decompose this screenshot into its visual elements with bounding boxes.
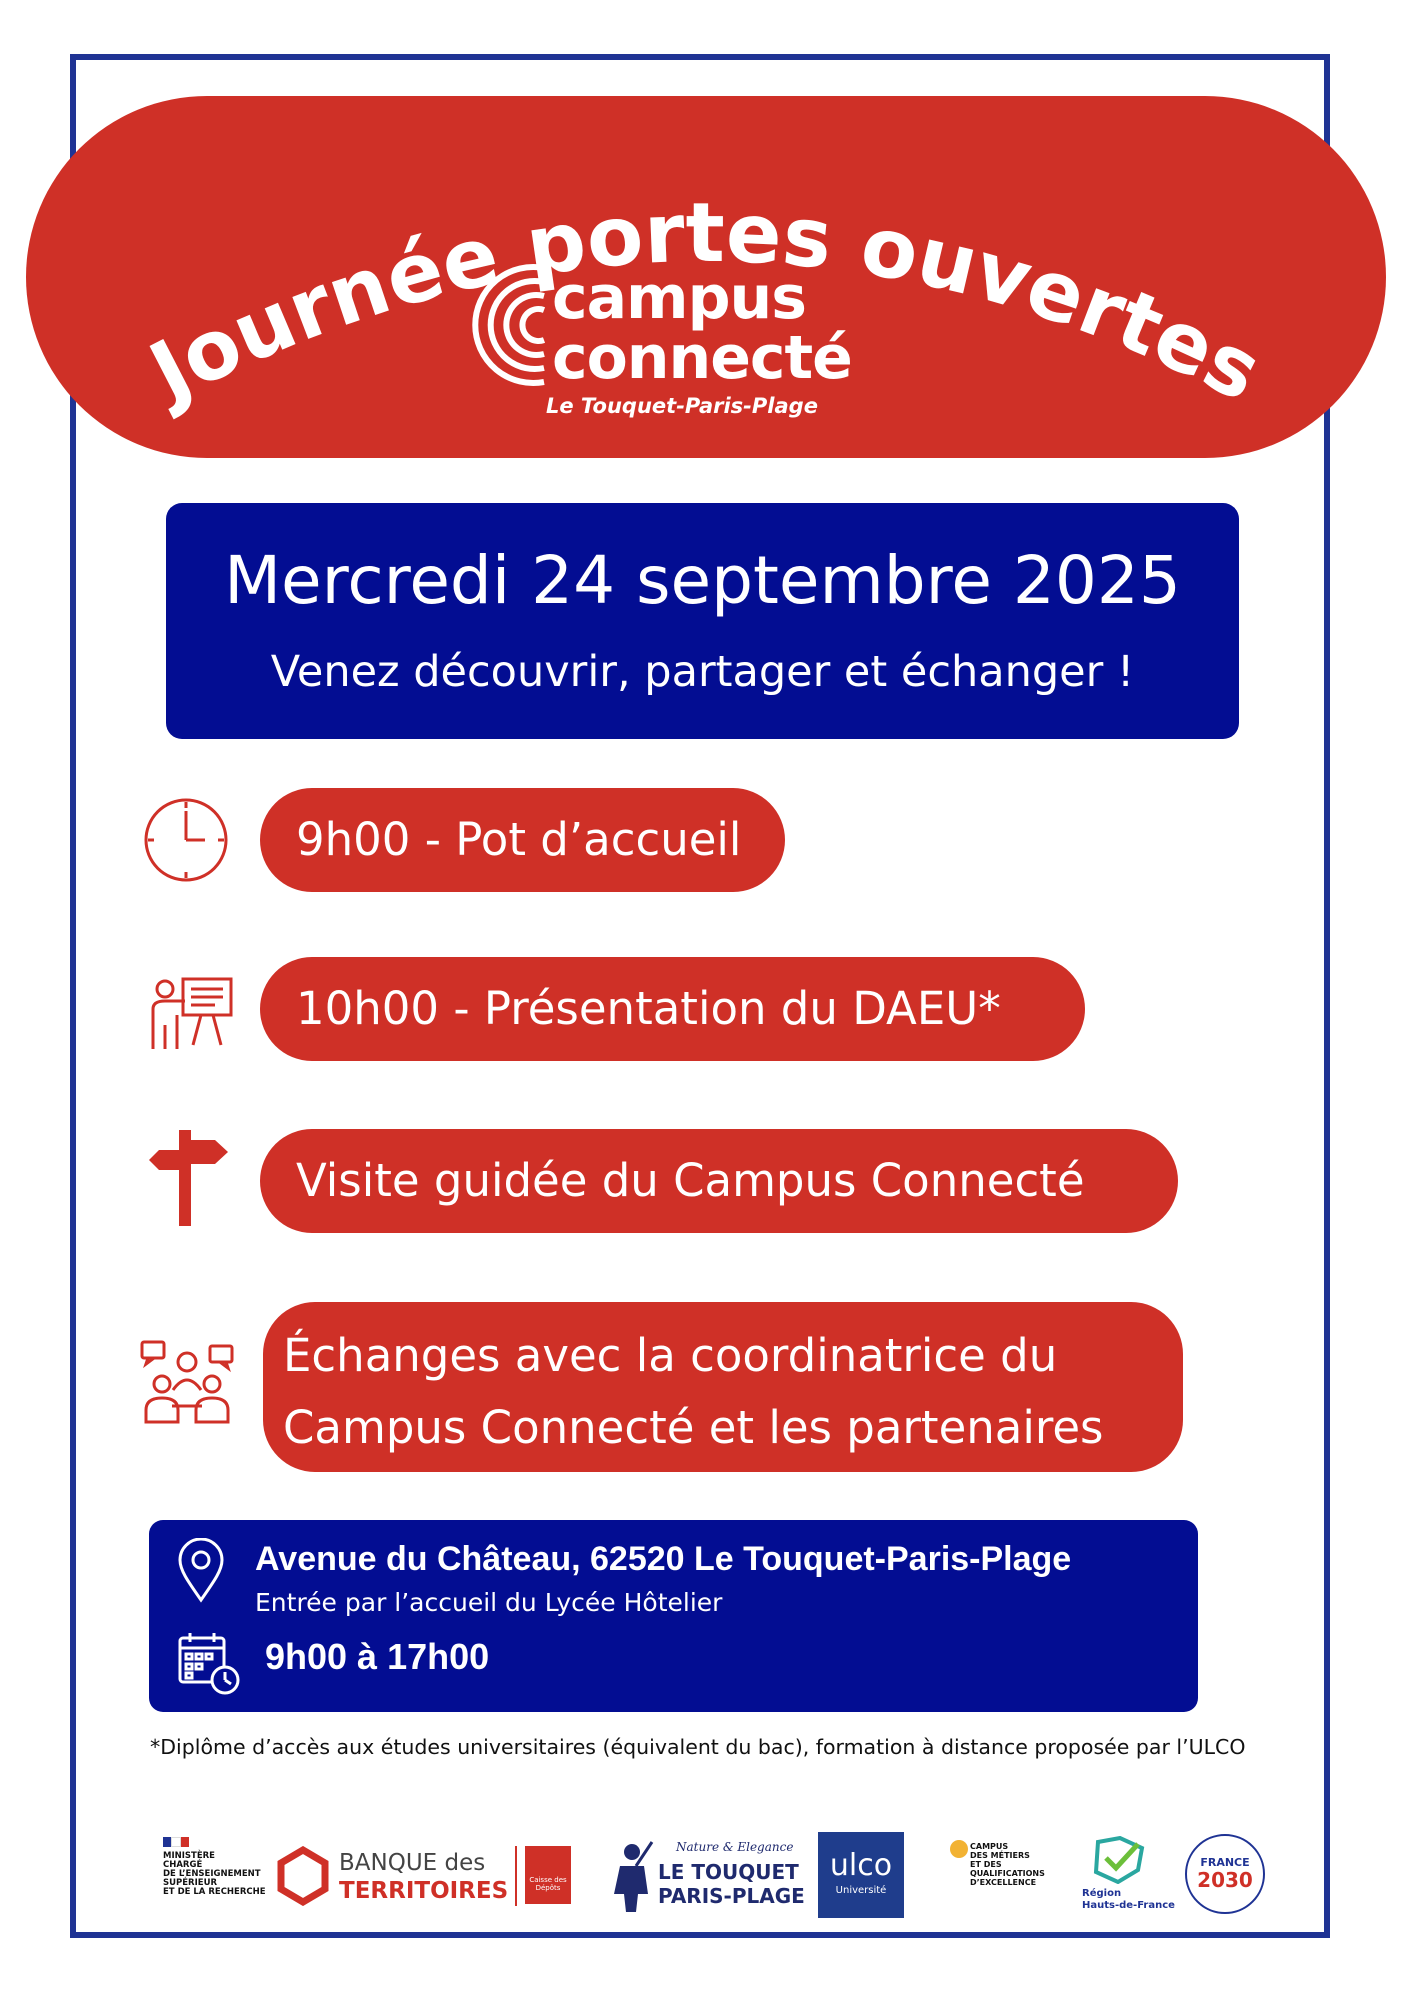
program-item-text-line1: Échanges avec la coordinatrice du bbox=[283, 1329, 1058, 1382]
campus-connecte-logo bbox=[452, 256, 892, 426]
program-item-welcome bbox=[260, 788, 785, 892]
calendar-clock-icon bbox=[177, 1630, 241, 1696]
cmq-logo: CAMPUS DES MÉTIERS ET DES QUALIFICATIONS D’EXCELLENCE bbox=[948, 1838, 1058, 1914]
logo-word-connecte: connecté bbox=[552, 323, 852, 393]
program-item-text: 10h00 - Présentation du DAEU* bbox=[296, 982, 1001, 1035]
banque-des-territoires-logo: BANQUE des TERRITOIRES Caisse des Dépôts bbox=[277, 1842, 587, 1912]
clock-icon bbox=[141, 795, 231, 885]
event-date: Mercredi 24 septembre 2025 bbox=[224, 542, 1181, 619]
program-item-exchanges bbox=[263, 1302, 1183, 1472]
logo-location: Le Touquet-Paris-Plage bbox=[546, 394, 818, 418]
event-hours: 9h00 à 17h00 bbox=[265, 1636, 490, 1677]
date-banner bbox=[166, 503, 1239, 739]
campus-arcs-icon bbox=[452, 260, 552, 390]
cmq-badge-icon bbox=[948, 1838, 970, 1860]
region-hauts-de-france-logo: Région Hauts-de-France bbox=[1078, 1836, 1168, 1918]
event-tagline: Venez découvrir, partager et échanger ! bbox=[270, 647, 1135, 697]
daeu-footnote: *Diplôme d’accès aux études universitaires (équivalent du bac), formation à distance proposée par l’ULCO bbox=[150, 1735, 1246, 1759]
program-item-daeu bbox=[260, 957, 1085, 1061]
event-entrance: Entrée par l’accueil du Lycée Hôtelier bbox=[255, 1588, 723, 1617]
ministry-logo: MINISTÈRE CHARGÉ DE L’ENSEIGNEMENT SUPÉRIEUR ET DE LA RECHERCHE bbox=[163, 1837, 273, 1915]
location-info-box bbox=[149, 1520, 1198, 1712]
hexagon-icon bbox=[277, 1846, 329, 1906]
france-2030-logo: FRANCE 2030 bbox=[1185, 1834, 1265, 1914]
location-pin-icon bbox=[177, 1538, 225, 1604]
program-item-text: Visite guidée du Campus Connecté bbox=[296, 1154, 1085, 1207]
signpost-icon bbox=[149, 1130, 229, 1226]
program-item-text: 9h00 - Pot d’accueil bbox=[296, 813, 742, 866]
golfer-icon bbox=[606, 1836, 656, 1914]
ulco-logo: ulco Université bbox=[818, 1832, 904, 1918]
french-flag-icon bbox=[163, 1837, 189, 1847]
program-item-tour bbox=[260, 1129, 1178, 1233]
discussion-group-icon bbox=[140, 1340, 234, 1426]
le-touquet-logo: Nature & Elegance LE TOUQUET PARIS-PLAGE bbox=[606, 1836, 786, 1916]
program-item-text-line2: Campus Connecté et les partenaires bbox=[283, 1401, 1104, 1454]
event-address: Avenue du Château, 62520 Le Touquet-Paris-Plage bbox=[255, 1540, 1072, 1578]
page-title: Journée portes ouvertes bbox=[135, 185, 1276, 421]
logo-word-campus: campus bbox=[552, 263, 806, 333]
region-map-icon bbox=[1088, 1836, 1148, 1884]
presentation-icon bbox=[145, 975, 235, 1055]
